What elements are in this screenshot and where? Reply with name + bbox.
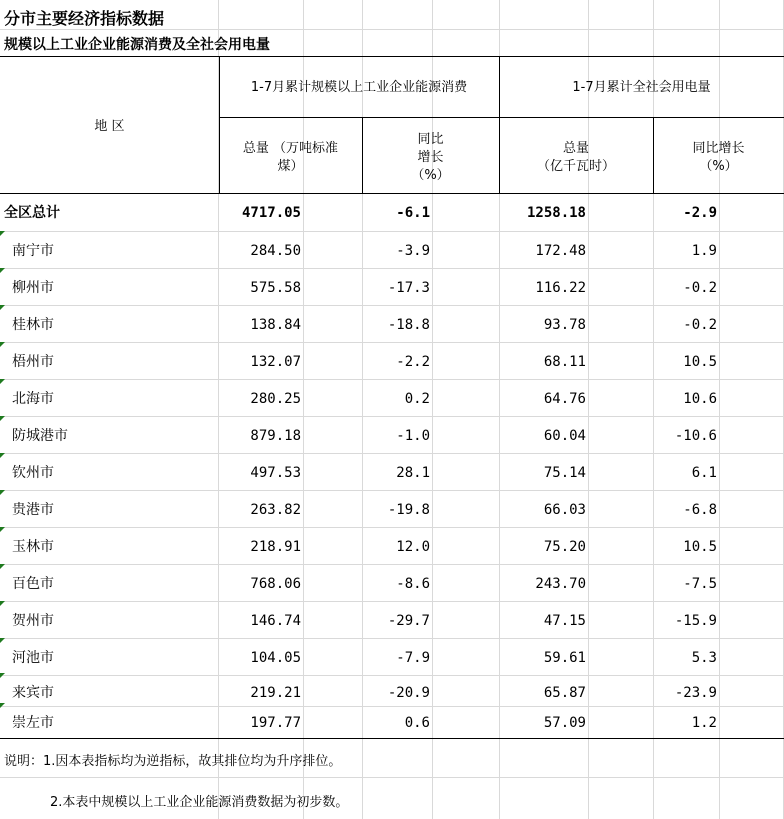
row-name[interactable]: 北海市 [12, 391, 54, 407]
row-energy-yoy[interactable]: -19.8 [387, 502, 430, 518]
row-name[interactable]: 贵港市 [12, 502, 54, 518]
grid-col-line [719, 0, 720, 819]
cell-comment-marker-icon [0, 601, 5, 606]
row-energy[interactable]: 197.77 [250, 715, 301, 731]
row-name[interactable]: 百色市 [12, 576, 54, 592]
row-name[interactable]: 来宾市 [12, 685, 54, 701]
row-energy-yoy[interactable]: -2.2 [396, 354, 430, 370]
cell-comment-marker-icon [0, 638, 5, 643]
row-power-yoy[interactable]: 10.6 [683, 391, 717, 407]
row-power-yoy[interactable]: 5.3 [691, 650, 717, 666]
header-border-bottom [0, 193, 784, 194]
row-energy-yoy[interactable]: -20.9 [387, 685, 430, 701]
row-power[interactable]: 59.61 [543, 650, 586, 666]
row-power[interactable]: 75.14 [543, 465, 586, 481]
row-energy[interactable]: 146.74 [250, 613, 301, 629]
header-energy-yoy-line3: （%） [411, 168, 450, 183]
grid-row-line [0, 29, 784, 30]
grid-row-line [0, 342, 784, 343]
header-power-yoy [653, 140, 784, 176]
total-power-yoy[interactable]: -2.9 [683, 205, 717, 221]
row-power[interactable]: 57.09 [543, 715, 586, 731]
row-name[interactable]: 钦州市 [12, 465, 54, 481]
row-energy-yoy[interactable]: -3.9 [396, 243, 430, 259]
header-border-top [0, 56, 784, 57]
header-energy-total [219, 140, 362, 176]
cell-comment-marker-icon [0, 490, 5, 495]
table-border-bottom [0, 738, 784, 739]
row-energy[interactable]: 132.07 [250, 354, 301, 370]
row-power-yoy[interactable]: -7.5 [683, 576, 717, 592]
row-power[interactable]: 66.03 [543, 502, 586, 518]
row-power[interactable]: 75.20 [543, 539, 586, 555]
row-power[interactable]: 64.76 [543, 391, 586, 407]
row-power-yoy[interactable]: 1.2 [691, 715, 717, 731]
total-energy[interactable]: 4717.05 [241, 205, 301, 221]
grid-row-line [0, 305, 784, 306]
row-power[interactable]: 93.78 [543, 317, 586, 333]
grid-row-line [0, 527, 784, 528]
row-name[interactable]: 河池市 [12, 650, 54, 666]
header-group-power: 1-7月累计全社会用电量 [572, 80, 711, 95]
row-energy-yoy[interactable]: 12.0 [396, 539, 430, 555]
grid-row-line [0, 777, 784, 778]
cell-comment-marker-icon [0, 416, 5, 421]
row-power[interactable]: 47.15 [543, 613, 586, 629]
row-power[interactable]: 68.11 [543, 354, 586, 370]
cell-comment-marker-icon [0, 231, 5, 236]
grid-row-line [0, 379, 784, 380]
row-energy-yoy[interactable]: -18.8 [387, 317, 430, 333]
grid-row-line [0, 638, 784, 639]
row-energy[interactable]: 280.25 [250, 391, 301, 407]
total-energy-yoy[interactable]: -6.1 [396, 205, 430, 221]
row-energy-yoy[interactable]: 28.1 [396, 465, 430, 481]
sheet-title: 分市主要经济指标数据 [4, 9, 165, 28]
cell-comment-marker-icon [0, 564, 5, 569]
row-power-yoy[interactable]: -0.2 [683, 280, 717, 296]
cell-comment-marker-icon [0, 379, 5, 384]
row-energy-yoy[interactable]: -7.9 [396, 650, 430, 666]
row-energy-yoy[interactable]: -29.7 [387, 613, 430, 629]
row-name[interactable]: 梧州市 [12, 354, 54, 370]
row-energy[interactable]: 575.58 [250, 280, 301, 296]
row-energy[interactable]: 219.21 [250, 685, 301, 701]
row-name[interactable]: 玉林市 [12, 539, 54, 555]
row-name[interactable]: 崇左市 [12, 715, 54, 731]
row-name[interactable]: 桂林市 [12, 317, 54, 333]
note-1: 说明：1.因本表指标均为逆指标，故其排位均为升序排位。 [4, 754, 342, 769]
row-energy-yoy[interactable]: 0.6 [404, 715, 430, 731]
row-power[interactable]: 116.22 [535, 280, 586, 296]
cell-comment-marker-icon [0, 268, 5, 273]
note-2: 2.本表中规模以上工业企业能源消费数据为初步数。 [50, 795, 349, 810]
row-power-yoy[interactable]: -0.2 [683, 317, 717, 333]
row-power-yoy[interactable]: -6.8 [683, 502, 717, 518]
header-power-yoy-line2: （%） [699, 159, 738, 174]
row-name[interactable]: 南宁市 [12, 243, 54, 259]
row-power-yoy[interactable]: 10.5 [683, 354, 717, 370]
total-power[interactable]: 1258.18 [526, 205, 586, 221]
cell-comment-marker-icon [0, 673, 5, 678]
row-power-yoy[interactable]: 6.1 [691, 465, 717, 481]
header-border-mid [219, 117, 784, 118]
row-name[interactable]: 柳州市 [12, 280, 54, 296]
row-power-yoy[interactable]: -10.6 [674, 428, 717, 444]
row-energy[interactable]: 218.91 [250, 539, 301, 555]
grid-row-line [0, 601, 784, 602]
grid-row-line [0, 706, 784, 707]
header-energy-total-line2: 煤） [277, 159, 304, 174]
grid-row-line [0, 675, 784, 676]
row-energy[interactable]: 879.18 [250, 428, 301, 444]
row-energy-yoy[interactable]: 0.2 [404, 391, 430, 407]
header-energy-yoy-line1: 同比 [417, 132, 444, 147]
row-power-yoy[interactable]: -23.9 [674, 685, 717, 701]
grid-col-line [432, 0, 433, 819]
row-power[interactable]: 65.87 [543, 685, 586, 701]
row-power-yoy[interactable]: 1.9 [691, 243, 717, 259]
header-power-yoy-line1: 同比增长 [692, 141, 745, 156]
grid-row-line [0, 231, 784, 232]
grid-col-line [588, 0, 589, 819]
cell-comment-marker-icon [0, 527, 5, 532]
row-power-yoy[interactable]: 10.5 [683, 539, 717, 555]
grid-row-line [0, 416, 784, 417]
cell-comment-marker-icon [0, 342, 5, 347]
row-energy-yoy[interactable]: -8.6 [396, 576, 430, 592]
row-power[interactable]: 243.70 [535, 576, 586, 592]
header-group-energy: 1-7月累计规模以上工业企业能源消费 [250, 80, 468, 95]
header-power-total-line1: 总量 [562, 141, 589, 156]
row-power[interactable]: 172.48 [535, 243, 586, 259]
cell-comment-marker-icon [0, 305, 5, 310]
grid-row-line [0, 453, 784, 454]
cell-comment-marker-icon [0, 703, 5, 708]
row-name[interactable]: 防城港市 [12, 428, 68, 444]
row-energy[interactable]: 768.06 [250, 576, 301, 592]
row-energy-yoy[interactable]: -17.3 [387, 280, 430, 296]
grid-col-line [303, 0, 304, 819]
grid-row-line [0, 564, 784, 565]
row-energy[interactable]: 497.53 [250, 465, 301, 481]
header-energy-yoy [362, 131, 499, 185]
row-energy[interactable]: 284.50 [250, 243, 301, 259]
header-power-total [499, 140, 653, 176]
header-power-total-line2: （亿千瓦时） [536, 159, 615, 174]
grid-row-line [0, 268, 784, 269]
header-energy-total-line1: 总量 （万吨标准 [242, 141, 339, 156]
row-energy-yoy[interactable]: -1.0 [396, 428, 430, 444]
header-region: 地 区 [94, 119, 125, 134]
row-energy[interactable]: 104.05 [250, 650, 301, 666]
row-energy[interactable]: 263.82 [250, 502, 301, 518]
total-name[interactable]: 全区总计 [4, 205, 60, 221]
row-power-yoy[interactable]: -15.9 [674, 613, 717, 629]
row-energy[interactable]: 138.84 [250, 317, 301, 333]
cell-comment-marker-icon [0, 453, 5, 458]
header-energy-yoy-line2: 增长 [417, 150, 444, 165]
row-power[interactable]: 60.04 [543, 428, 586, 444]
row-name[interactable]: 贺州市 [12, 613, 54, 629]
sheet-subtitle: 规模以上工业企业能源消费及全社会用电量 [4, 37, 270, 53]
grid-row-line [0, 490, 784, 491]
